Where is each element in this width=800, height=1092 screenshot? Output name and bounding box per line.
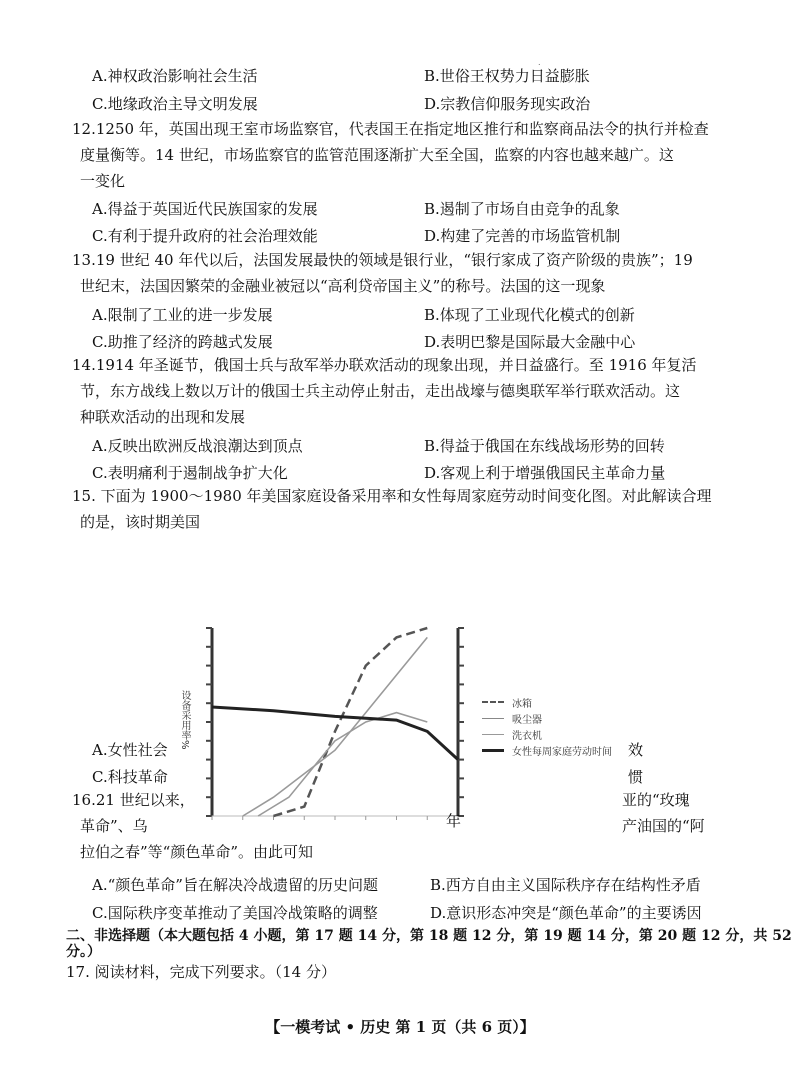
chart-y-axis-label: 设备采用率% (179, 690, 190, 750)
q17-stem: 17. 阅读材料，完成下列要求。（14 分） (66, 963, 336, 981)
scan-dot: . (538, 58, 541, 67)
series-line-vacuum (258, 713, 427, 816)
q12-option-b: B.遏制了市场自由竞争的乱象 (424, 200, 620, 218)
q15-option-a-visible: A.女性社会 (92, 741, 168, 759)
q15-option-d-tail: 惯 (628, 768, 644, 786)
chart-x-unit-label: 年 (446, 812, 462, 830)
legend-item-labor (482, 742, 632, 758)
q16-option-a: A.“颜色革命”旨在解决冷战遗留的历史问题 (92, 876, 378, 894)
legend-swatch-dashed (482, 701, 504, 703)
q11-option-b: B.世俗王权势力日益膨胀 (424, 67, 590, 85)
legend-item-vacuum (482, 710, 632, 726)
q14-option-d: D.客观上利于增强俄国民主革命力量 (424, 464, 666, 482)
q13-stem-line1: 13.19 世纪 40 年代以后，法国发展最快的领域是银行业，“银行家成了资产阶级的贵族”；19 (72, 251, 693, 269)
legend-label-labor: 女性每周家庭劳动时间 (512, 746, 612, 758)
legend-item-fridge (482, 694, 632, 710)
series-line-washer (243, 637, 427, 816)
legend-item-washer (482, 726, 632, 742)
q12-option-d: D.构建了完善的市场监管机制 (424, 227, 621, 245)
q12-stem-line3: 一变化 (80, 172, 126, 190)
q11-option-c: C.地缘政治主导文明发展 (92, 95, 258, 113)
q15-option-c-visible: C.科技革命 (92, 768, 168, 786)
q14-option-b: B.得益于俄国在东线战场形势的回转 (424, 437, 665, 455)
q16-stem-line1-tail: 亚的“玫瑰 (622, 791, 690, 809)
series-line-labor (212, 707, 458, 760)
q16-option-d: D.意识形态冲突是“颜色革命”的主要诱因 (430, 904, 702, 922)
q12-option-a: A.得益于英国近代民族国家的发展 (92, 200, 318, 218)
legend-label-washer: 洗衣机 (512, 730, 542, 742)
q16-stem-line3: 拉伯之春”等“颜色革命”。由此可知 (80, 843, 314, 861)
legend-label-vacuum: 吸尘器 (512, 714, 542, 726)
q12-option-c: C.有利于提升政府的社会治理效能 (92, 227, 318, 245)
q13-option-a: A.限制了工业的进一步发展 (92, 306, 273, 324)
q14-stem-line1: 14.1914 年圣诞节，俄国士兵与敌军举办联欢活动的现象出现，并日益盛行。至 1916 年复活 (72, 356, 697, 374)
q16-stem-line1-head: 16.21 世纪以来， (72, 791, 195, 809)
q16-option-c: C.国际秩序变革推动了美国冷战策略的调整 (92, 904, 378, 922)
q13-stem-line2: 世纪末，法国因繁荣的金融业被冠以“高利贷帝国主义”的称号。法国的这一现象 (80, 277, 606, 295)
q13-option-d: D.表明巴黎是国际最大金融中心 (424, 333, 636, 351)
legend-label-fridge: 冰箱 (512, 698, 532, 710)
q16-option-b: B.西方自由主义国际秩序存在结构性矛盾 (430, 876, 701, 894)
q13-option-c: C.助推了经济的跨越式发展 (92, 333, 273, 351)
chart-legend (482, 694, 632, 758)
q16-stem-line2-tail: 产油国的“阿 (622, 817, 705, 835)
legend-swatch-light-2 (482, 734, 504, 735)
q13-option-b: B.体现了工业现代化模式的创新 (424, 306, 635, 324)
section2-heading-line1: 二、非选择题（本大题包括 4 小题，第 17 题 14 分，第 18 题 12 分，第 19 题 14 分，第 20 题 12 分，共 52 (66, 928, 792, 944)
section2-heading-line2: 分。） (66, 944, 101, 960)
q12-stem-line1: 12.1250 年，英国出现王室市场监察官，代表国王在指定地区推行和监察商品法令的执行并检查 (72, 120, 709, 138)
q14-option-a: A.反映出欧洲反战浪潮达到顶点 (92, 437, 303, 455)
page-footer: 【一模考试 • 历史 第 1 页（共 6 页）】 (265, 1018, 535, 1036)
legend-swatch-thick (482, 749, 504, 752)
q16-stem-line2-head: 革命”、乌 (80, 817, 148, 835)
q15-chart (200, 620, 490, 832)
q15-stem-line1: 15. 下面为 1900～1980 年美国家庭设备采用率和女性每周家庭劳动时间变化图。对此解读合理 (72, 487, 712, 505)
q11-option-a: A.神权政治影响社会生活 (92, 67, 258, 85)
q15-stem-line2: 的是，该时期美国 (80, 513, 201, 531)
q11-option-d: D.宗教信仰服务现实政治 (424, 95, 591, 113)
legend-swatch-light (482, 718, 504, 719)
q12-stem-line2: 度量衡等。14 世纪，市场监察官的监管范围逐渐扩大至全国，监察的内容也越来越广。这 (80, 146, 674, 164)
q15-option-b-tail: 效 (628, 741, 644, 759)
q14-option-c: C.表明痛利于遏制战争扩大化 (92, 464, 288, 482)
q14-stem-line2: 节，东方战线上数以万计的俄国士兵主动停止射击，走出战壕与德奥联军举行联欢活动。这 (80, 382, 681, 400)
q14-stem-line3: 种联欢活动的出现和发展 (80, 408, 246, 426)
